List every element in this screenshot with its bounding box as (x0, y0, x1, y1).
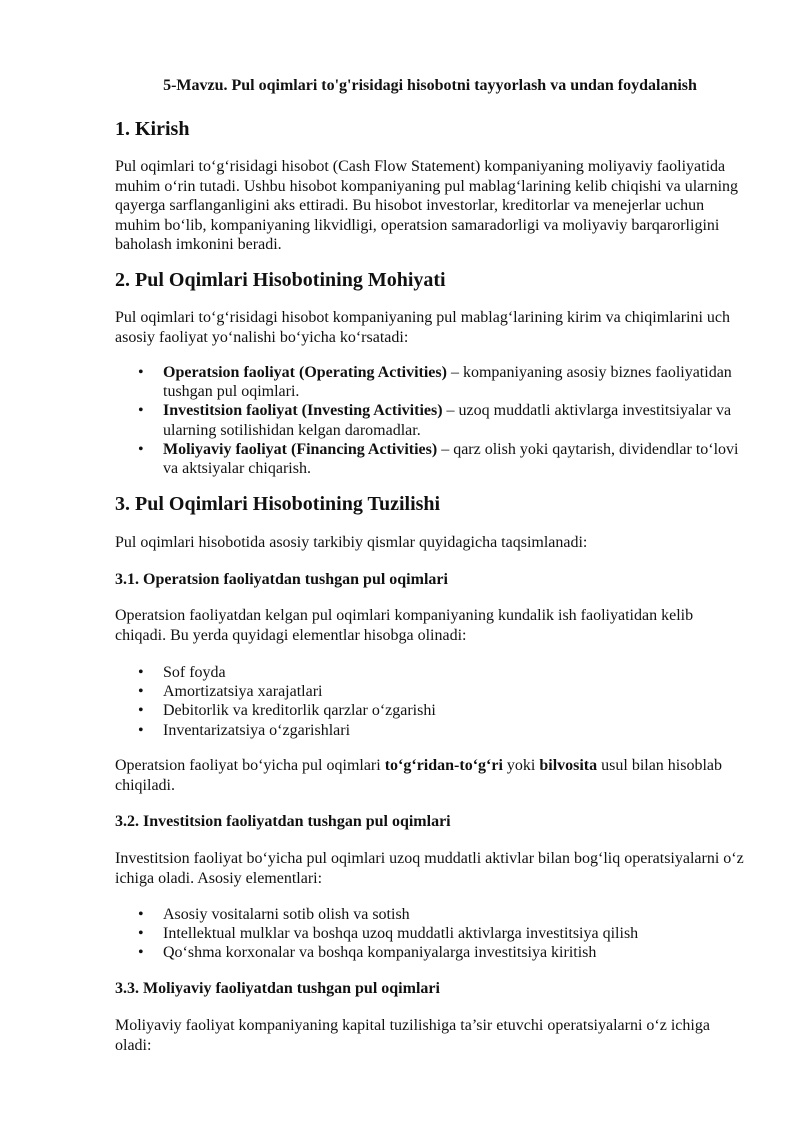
document-title: 5-Mavzu. Pul oqimlari to'g'risidagi hisobotni tayyorlash va undan foydalanish (163, 77, 697, 94)
subsection-heading-investing: 3.2. Investitsion faoliyatdan tushgan pul oqimlari (115, 813, 451, 830)
bullet-icon: • (138, 944, 144, 962)
list-item (115, 924, 745, 943)
investing-elements-list (115, 905, 745, 963)
list-item-text: Sof foyda (163, 664, 226, 681)
list-item-text: – kompaniyaning asosiy biznes faoliyatidan tushgan pul oqimlari. (163, 364, 732, 401)
section-heading-introduction: 1. Kirish (115, 118, 190, 140)
bullet-icon: • (138, 440, 144, 458)
operating-elements-list (115, 663, 745, 740)
bullet-icon: • (138, 721, 144, 739)
bullet-icon: • (138, 702, 144, 720)
list-item-text: Qo‘shma korxonalar va boshqa kompaniyalarga investitsiya kiritish (163, 944, 597, 962)
list-item (115, 401, 745, 439)
bullet-icon: • (138, 664, 144, 681)
bullet-icon: • (138, 683, 144, 701)
list-item-text: Amortizatsiya xarajatlari (163, 683, 323, 701)
section-heading-structure: 3. Pul Oqimlari Hisobotining Tuzilishi (115, 493, 441, 515)
list-item (115, 721, 745, 740)
list-item-term: Moliyaviy faoliyat (Financing Activities) (163, 440, 438, 458)
list-item-text: – uzoq muddatli aktivlarga investitsiyalar va ularning sotilishidan kelgan daromadlar. (163, 402, 732, 439)
subsection-heading-financing: 3.3. Moliyaviy faoliyatdan tushgan pul oqimlari (115, 980, 440, 997)
bullet-icon: • (138, 364, 144, 381)
list-item (115, 440, 745, 478)
list-item-text: – qarz olish yoki qaytarish, dividendlar to‘lovi va aktsiyalar chiqarish. (163, 440, 739, 478)
list-item (115, 363, 745, 401)
list-item (115, 682, 745, 701)
activity-list (115, 363, 745, 478)
method-text: Operatsion faoliyat bo‘yicha pul oqimlari (115, 757, 385, 774)
structure-paragraph: Pul oqimlari hisobotida asosiy tarkibiy qismlar quyidagicha taqsimlanadi: (115, 534, 588, 551)
method-text: yoki (502, 757, 540, 774)
method-text: usul bilan hisoblab chiqiladi. (115, 757, 723, 794)
list-item (115, 663, 745, 682)
bullet-icon: • (138, 402, 144, 420)
introduction-paragraph: Pul oqimlari to‘g‘risidagi hisobot (Cash Flow Statement) kompaniyaning moliyaviy faoliyatida muhim o‘rin tutadi. Ushbu hisobot kompaniyaning pul mablag‘larining kelib chiqishi va ularning qayerga sarflanganligini aks ettiradi. Bu hisobot investorlar, kreditorlar va menejerlar uchun muhim bo‘lib, kompaniyaning likvidligi, operatsion samaradorligi va moliyaviy barqarorligini baholash imkonini beradi. (115, 158, 739, 254)
financing-paragraph: Moliyaviy faoliyat kompaniyaning kapital tuzilishiga ta’sir etuvchi operatsiyalarni o‘z ichiga oladi: (115, 1017, 710, 1054)
list-item-text: Inventarizatsiya o‘zgarishlari (163, 721, 351, 739)
method-indirect: bilvosita (539, 757, 598, 774)
list-item (115, 943, 745, 962)
operating-paragraph: Operatsion faoliyatdan kelgan pul oqimlari kompaniyaning kundalik ish faoliyatidan kelib chiqadi. Bu yerda quyidagi elementlar hisobga olinadi: (115, 607, 694, 644)
list-item-text: Intellektual mulklar va boshqa uzoq muddatli aktivlarga investitsiya qilish (163, 925, 639, 943)
investing-paragraph: Investitsion faoliyat bo‘yicha pul oqimlari uzoq muddatli aktivlar bilan bog‘liq operatsiyalarni o‘z ichiga oladi. Asosiy elementlari: (115, 850, 744, 887)
method-direct: to‘g‘ridan-to‘g‘ri (384, 757, 503, 774)
essence-paragraph: Pul oqimlari to‘g‘risidagi hisobot kompaniyaning pul mablag‘larining kirim va chiqimlarini uch asosiy faoliyat yo‘nalishi bo‘yicha ko‘rsatadi: (115, 309, 731, 346)
section-heading-essence: 2. Pul Oqimlari Hisobotining Mohiyati (115, 269, 446, 291)
subsection-heading-operating: 3.1. Operatsion faoliyatdan tushgan pul oqimlari (115, 571, 448, 588)
list-item-text: Debitorlik va kreditorlik qarzlar o‘zgarishi (163, 702, 436, 720)
list-item-text: Asosiy vositalarni sotib olish va sotish (163, 906, 410, 923)
list-item-term: Operatsion faoliyat (Operating Activities) (163, 364, 447, 381)
bullet-icon: • (138, 925, 144, 943)
list-item (115, 905, 745, 924)
list-item-term: Investitsion faoliyat (Investing Activities) (163, 402, 443, 420)
list-item (115, 701, 745, 720)
bullet-icon: • (138, 906, 144, 923)
operating-method-paragraph (115, 756, 745, 795)
